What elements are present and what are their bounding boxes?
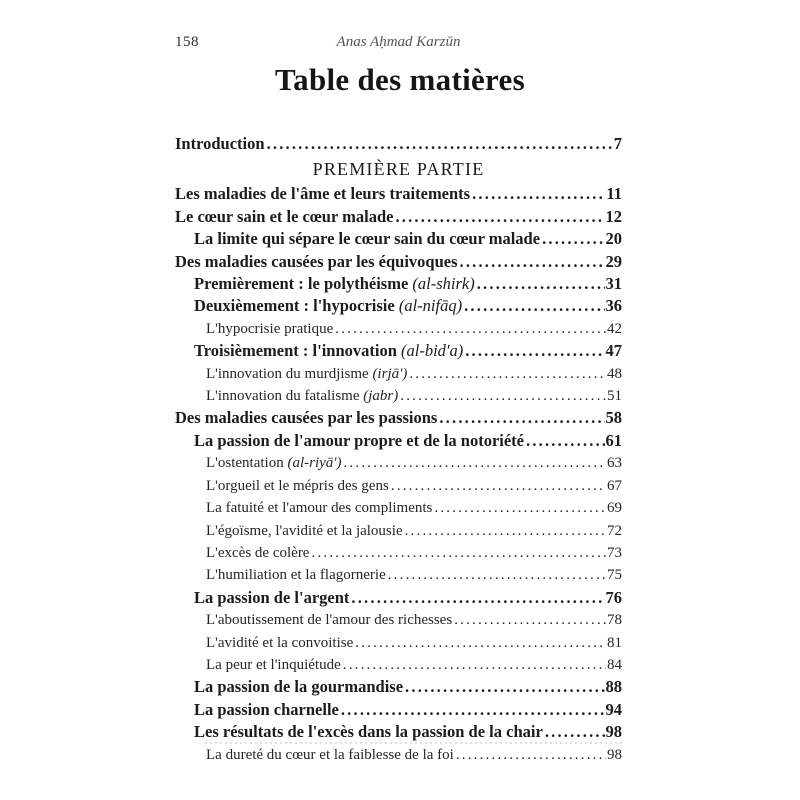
toc-entry-title: La limite qui sépare le cœur sain du cœur malade <box>194 229 541 249</box>
dot-leader <box>311 542 606 564</box>
dot-leader <box>405 676 604 698</box>
toc-entry <box>175 497 622 519</box>
toc-entry <box>175 430 622 452</box>
toc-entry <box>175 318 622 340</box>
dot-leader <box>343 452 606 474</box>
toc-list <box>175 133 622 766</box>
toc-entry-title: L'ostentation (al-riyā') <box>206 455 342 472</box>
toc-entry-title: L'innovation du fatalisme (jabr) <box>206 388 399 405</box>
toc-entry-title: L'hypocrisie pratique <box>206 320 334 337</box>
toc-entry <box>175 295 622 317</box>
toc-entry-arabic-term: (al-bid'a) <box>396 341 464 361</box>
dot-leader <box>351 587 604 609</box>
dot-leader <box>439 407 604 429</box>
toc-entry-title: Les résultats de l'excès dans la passion de la chair <box>194 722 543 742</box>
toc-entry-title: La passion de l'amour propre et de la notoriété <box>194 430 524 450</box>
toc-entry-page-number: 31 <box>605 274 622 294</box>
toc-entry <box>175 133 622 155</box>
toc-entry-title: La fatuité et l'amour des compliments <box>206 500 433 517</box>
toc-entry <box>175 699 622 721</box>
toc-entry-title: La passion charnelle <box>194 699 339 719</box>
toc-entry-page-number: 81 <box>607 634 622 651</box>
toc-entry-title: Premièrement : le polythéisme (al-shirk) <box>194 274 475 294</box>
dot-leader <box>542 228 604 250</box>
toc-entry <box>175 721 622 743</box>
toc-entry <box>175 363 622 385</box>
toc-entry-page-number: 12 <box>605 206 622 226</box>
dot-leader <box>454 609 606 631</box>
running-header <box>175 34 622 54</box>
toc-entry-title: Les maladies de l'âme et leurs traitements <box>175 184 471 204</box>
toc-entry-title: Des maladies causées par les passions <box>175 408 438 428</box>
dot-leader <box>465 340 604 362</box>
toc-entry <box>175 228 622 250</box>
toc-entry-title: Des maladies causées par les équivoques <box>175 251 458 271</box>
toc-entry-page-number: 47 <box>605 341 622 361</box>
scan-shadow-line <box>205 742 623 744</box>
toc-entry-page-number: 7 <box>613 134 622 153</box>
toc-entry-page-number: 69 <box>607 500 622 517</box>
toc-entry-page-number: 75 <box>607 567 622 584</box>
dot-leader <box>460 251 605 273</box>
dot-leader <box>464 295 604 317</box>
toc-entry-page-number: 58 <box>605 408 622 428</box>
toc-entry-page-number: 42 <box>607 320 622 337</box>
toc-entry-title: L'humiliation et la flagornerie <box>206 567 386 584</box>
toc-entry <box>175 632 622 654</box>
toc-entry <box>175 251 622 273</box>
toc-entry <box>175 183 622 205</box>
toc-entry <box>175 452 622 474</box>
running-header-author: Anas Aḥmad Karzūn <box>336 34 461 50</box>
dot-leader <box>267 133 613 155</box>
toc-entry-arabic-term: (al-riyā') <box>283 455 342 472</box>
toc-entry-title: La peur et l'inquiétude <box>206 656 341 673</box>
dot-leader <box>391 475 606 497</box>
toc-entry-title: La passion de la gourmandise <box>194 677 404 697</box>
toc-entry-page-number: 20 <box>605 229 622 249</box>
dot-leader <box>456 744 606 766</box>
toc-entry <box>175 273 622 295</box>
dot-leader <box>395 206 604 228</box>
dot-leader <box>335 318 606 340</box>
dot-leader <box>355 632 606 654</box>
dot-leader <box>388 564 606 586</box>
dot-leader <box>400 385 606 407</box>
toc-entry-page-number: 78 <box>607 612 622 629</box>
toc-entry-title: L'orgueil et le mépris des gens <box>206 477 389 494</box>
toc-entry-page-number: 76 <box>605 587 622 607</box>
toc-entry-arabic-term: (al-shirk) <box>408 274 475 294</box>
toc-entry <box>175 206 622 228</box>
toc-entry-arabic-term: (irjā') <box>368 365 408 382</box>
toc-entry <box>175 587 622 609</box>
toc-entry <box>175 676 622 698</box>
dot-leader <box>341 699 605 721</box>
toc-entry <box>175 744 622 766</box>
toc-entry-title: L'avidité et la convoitise <box>206 634 354 651</box>
dot-leader <box>434 497 606 519</box>
toc-entry-page-number: 88 <box>605 677 622 697</box>
toc-entry-page-number: 98 <box>605 722 622 742</box>
folio-page-number: 158 <box>175 34 199 50</box>
dot-leader <box>405 520 606 542</box>
part-heading: PREMIÈRE PARTIE <box>312 159 485 180</box>
toc-entry-arabic-term: (jabr) <box>359 388 399 405</box>
toc-entry <box>175 609 622 631</box>
toc-entry <box>175 475 622 497</box>
dot-leader <box>545 721 605 743</box>
toc-entry-page-number: 98 <box>607 746 622 763</box>
toc-entry-page-number: 61 <box>605 430 622 450</box>
dot-leader <box>526 430 605 452</box>
toc-entry-page-number: 67 <box>607 477 622 494</box>
dot-leader <box>343 654 606 676</box>
toc-entry-title: L'aboutissement de l'amour des richesses <box>206 612 453 629</box>
toc-entry <box>175 654 622 676</box>
toc-entry-page-number: 63 <box>607 455 622 472</box>
toc-entry <box>175 542 622 564</box>
toc-entry-title: Deuxièmement : l'hypocrisie (al-nifāq) <box>194 296 463 316</box>
toc-entry-page-number: 94 <box>605 699 622 719</box>
toc-entry-title: Introduction <box>175 134 265 153</box>
dot-leader <box>472 183 605 205</box>
toc-entry-title: Le cœur sain et le cœur malade <box>175 206 394 226</box>
toc-entry-page-number: 72 <box>607 522 622 539</box>
toc-entry-title: La passion de l'argent <box>194 587 350 607</box>
toc-entry-title: La dureté du cœur et la faiblesse de la foi <box>206 746 454 763</box>
dot-leader <box>477 273 605 295</box>
toc-entry <box>175 407 622 429</box>
toc-entry-page-number: 36 <box>605 296 622 316</box>
toc-entry-page-number: 73 <box>607 544 622 561</box>
toc-entry-page-number: 29 <box>605 251 622 271</box>
toc-entry-title: L'égoïsme, l'avidité et la jalousie <box>206 522 403 539</box>
toc-entry-page-number: 48 <box>607 365 622 382</box>
toc-entry-arabic-term: (al-nifāq) <box>394 296 463 316</box>
toc-entry-title: Troisièmement : l'innovation (al-bid'a) <box>194 341 464 361</box>
page-title: Table des matières <box>275 62 525 97</box>
toc-entry-title: L'innovation du murdjisme (irjā') <box>206 365 408 382</box>
toc-entry <box>175 385 622 407</box>
toc-entry-page-number: 11 <box>606 184 622 204</box>
dot-leader <box>409 363 606 385</box>
toc-entry-page-number: 84 <box>607 656 622 673</box>
toc-entry <box>175 520 622 542</box>
toc-entry <box>175 340 622 362</box>
toc-entry <box>175 564 622 586</box>
toc-entry-page-number: 51 <box>607 388 622 405</box>
toc-entry-title: L'excès de colère <box>206 544 310 561</box>
